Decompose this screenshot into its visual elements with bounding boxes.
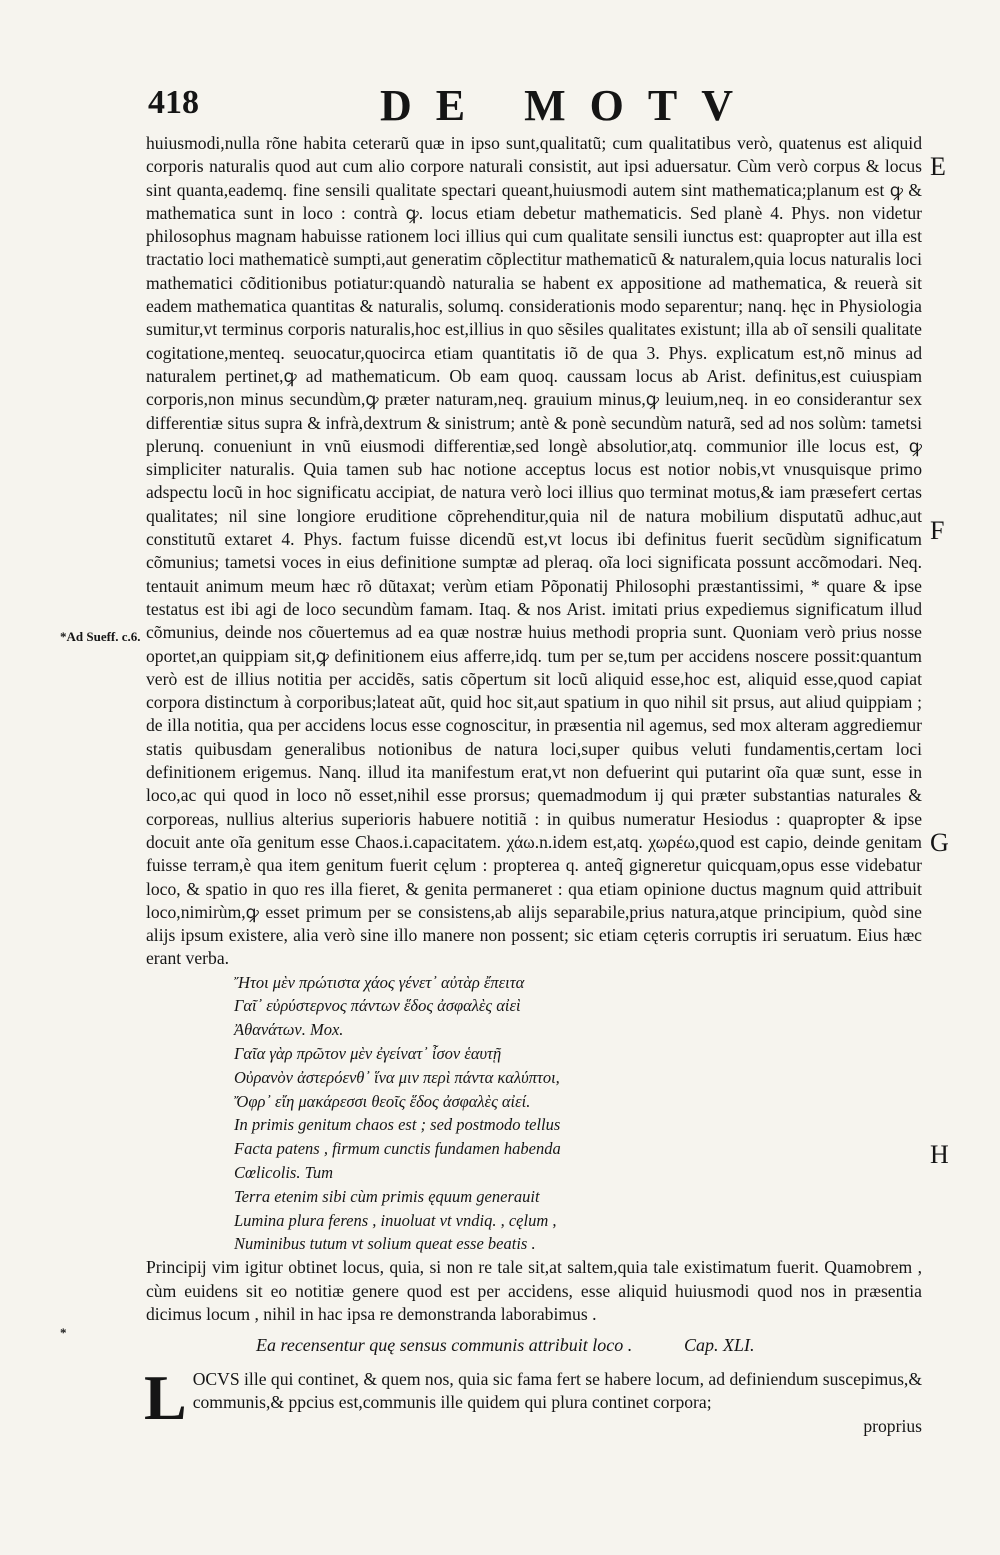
verse-line: Terra etenim sibi cùm primis ęquum generauit: [234, 1186, 540, 1206]
page-header: [140, 72, 900, 132]
verse-line: Γαῖα γὰρ πρῶτον μὲν ἐγείνατ᾽ ἶσον ἑαυτῇ: [234, 1044, 502, 1064]
margin-note-mark: *: [60, 1325, 67, 1340]
verse-line: Lumina plura ferens , inuoluat vt vndiq. , cęlum ,: [234, 1210, 557, 1230]
verse-line: Οὐρανὸν ἀστερόενθ᾽ ἵνα μιν περὶ πάντα καλύπτοι,: [234, 1067, 560, 1087]
verse-line: Γαῖ᾽ εὐρύστερνος πάντων ἕδος ἀσφαλὲς αἰεὶ: [234, 996, 521, 1016]
chapter-opening: [144, 1362, 922, 1438]
margin-letter-e: E: [930, 152, 946, 181]
paragraph-principium: Principij vim igitur obtinet locus, quia, si non re tale sit,at saltem,quia tale existimatum fuerit. Quamobrem , cùm euidens sit eo notitiæ genere quod est per accidens, esse aliquid huiusmodi quod nos in præsentia dicimus locum , nihil in hac ipsa re demonstranda laborabimus .: [146, 1257, 922, 1324]
drop-cap: L: [144, 1362, 187, 1434]
paragraph-main: huiusmodi,nulla rõne habita ceterarũ quæ in ipso sunt,qualitatũ; cum qualitatibus verò, quatenus est aliquid corporis naturalis quod aut cum alio corpore naturali consistit, aut ipsi aduersatur. Cùm verò corpus & locus sint quanta,eademq. fine sensili qualitate spectari queant,huiusmodi autem sint mathematica;planum est ꝙ & mathematica sunt in loco : contrà ꝙ. locus etiam debetur mathematicis. Sed planè 4. Phys. non videtur philosophus magnam habuisse rationem loci illius qui cum qualitate sensili iunctus est: quapropter aut illa est tractatio loci mathematicè sumpti,aut generatim cõplectitur mathematicũ & naturalem,quia locus naturalis loci mathematici cõditionibus potiatur:quandò naturalia se habent ex appositione ad mathematica, & reuerà sit eadem mathematica quantitas & naturalis, solumq. considerationis modo separentur; nanq. hęc in Physiologia sumitur,vt terminus corporis naturalis,hoc est,illius in quo sẽsiles qualitates existunt; illa ab oĩ sensili qualitate cogitatione,menteq. seuocatur,quocirca etiam quantitatis iõ de qua 3. Phys. explicatum est,nõ minus ad naturalem pertinet,ꝙ ad mathematicum. Ob eam quoq. caussam locus ab Arist. definitus,est cuiuspiam corporis,non minus secundùm,ꝙ præter naturam,neq. grauium minus,ꝙ leuium,neq. in eo considerantur sex differentiæ situs supra & infrà,dextrum & sinistrum; antè & ponè secundùm naturã, sed ad nos solùm: tametsi plerunq. conueniunt in vnũ eiusmodi differentiæ,sed longè absolutior,atq. communior ille locus est, ꝙ simpliciter naturalis. Quia tamen sub hac notione acceptus locus est notior nobis,vt vnusquisque primo adspectu locũ in hoc significatu accipiat, de natura verò loci illius quo terminat motus,& iam præsefert certas qualitates; nil sine longiore eruditione cõprehenditur,quia nil de natura mobilium disputatũ adhuc,aut constitutũ extaret 4. Phys. factum fuisse dicendũ est,vt locus ibi definitus fuerit secũdùm significatum cõmunius; tametsi voces in eius definitione sumptæ ad pleraq. oĩa loci significata possunt accõmodari. Neq. tentauit animum meum hæc rõ dũtaxat; verùm etiam Põponatij Philosophi præstantissimi, * quare & ipse testatus est ibi agi de loco secundùm famam. Itaq. & nos Arist. imitati prius expediemus significatum illud cõmunius, deinde nos cõuertemus ad ea quæ nostræ huius methodi propria sunt. Quoniam verò prius nosse oportet,an quippiam sit,ꝙ definitionem eius afferre,idq. tum per se,tum per accidens noscere possit:quantum verò est de illius notitia per accidẽs, satis cõpertum sit locũ aliquid esse,hoc est, aliquid esse,quod capiat corpora distinctum à corporibus;lateat aũt, quid hoc sit,aut spatium in quo nihil sit prsus, aut aliud quippiam ; de illa notitia, qua per accidens locus esse cognoscitur, in præsentia nil agemus, sed mox alteram aggrediemur statis quibusdam generalibus notionibus de natura loci,super quibus veluti fundamentis,certam loci definitionem erigemus. Nanq. illud ita manifestum erat,vt non defuerint qui putarint oĩa quæ sunt, esse in loco,ac qui quod in loco nõ esset,nihil esse prorsus; quemadmodum ij qui præter substantias naturales & corporeas, nullius alterius superioris habuere notitiã : in quibus numeratur Hesiodus : quapropter & ipse docuit ante oĩa genitum esse Chaos.i.capacitatem. χάω.n.idem est,atq. χωρέω,quod est capio, deinde genitam fuisse terram,è qua item genitum fuerit cęlum : propterea q. anteq̃ gigneretur quicquam,opus esse videbatur loco, & spatio in quo res illa fieret, & genita permaneret : qua etiam opinione ductus magnum quid attribuit loco,nimirùm,ꝙ esset primum per se consistens,ab alijs separabile,prius natura,atque principium, quòd sine alijs ipsum existere, alia verò sine illo manere non possent; sic etiam cęteris corruptis iri seruatum. Eius hæc erant verba.: [146, 133, 922, 969]
margin-letter-f: F: [930, 516, 945, 545]
running-head: DE MOTV: [380, 81, 757, 130]
chapter-number: Cap. XLI.: [684, 1335, 755, 1356]
margin-letter-g: G: [930, 828, 949, 857]
chapter-opening-text: OCVS ille qui continet, & quem nos, quia sic fama fert se habere locum, ad definiendum suscepimus,& communis,& ppcius est,communis ille quidem qui plura continet corpora;: [192, 1369, 922, 1413]
margin-letter-h: H: [930, 1140, 949, 1169]
verse-line: Facta patens , firmum cunctis fundamen habenda: [234, 1139, 561, 1159]
body-text: [146, 132, 922, 1438]
verse-line: Ὄφρ᾽ εἴη μακάρεσσι θεοῖς ἕδος ἀσφαλὲς αἰεί.: [234, 1091, 531, 1111]
verse-line: Cœlicolis. Tum: [234, 1163, 334, 1183]
chapter-title: Ea recensentur quę sensus communis attribuit loco .: [256, 1335, 633, 1356]
chapter-heading: [146, 1334, 922, 1362]
verse-quotation: [234, 971, 922, 1257]
verse-line: In primis genitum chaos est ; sed postmodo tellus: [234, 1115, 561, 1135]
verse-line: Ἀθανάτων. Mox.: [234, 1020, 344, 1040]
catchword: proprius: [863, 1415, 922, 1436]
verse-line: Ἤτοι μὲν πρώτιστα χάος γένετ᾽ αὐτὰρ ἔπειτα: [234, 972, 525, 992]
margin-note-reference: *Ad Sueff. c.6.: [60, 629, 141, 644]
page-number: 418: [148, 84, 199, 121]
verse-line: Numinibus tutum vt solium queat esse beatis .: [234, 1234, 536, 1254]
